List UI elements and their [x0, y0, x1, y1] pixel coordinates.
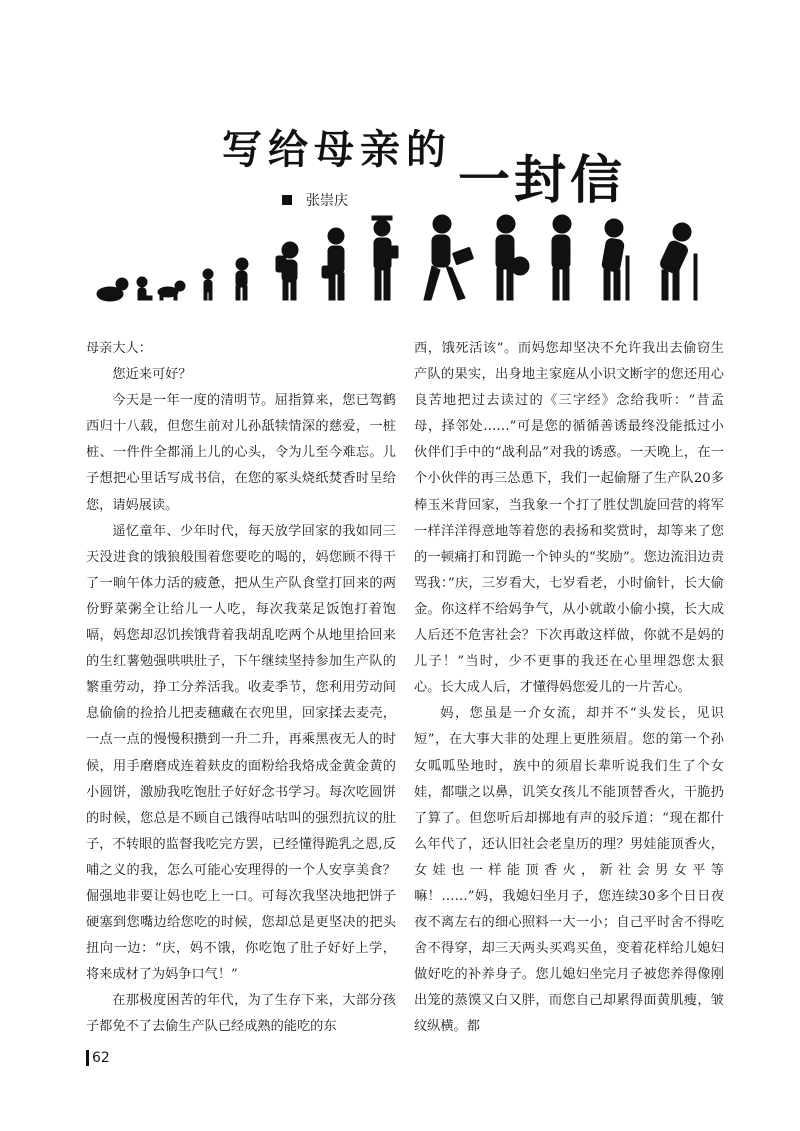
middle-aged-figure — [552, 215, 571, 300]
graduate-figure — [372, 216, 398, 300]
paragraph: 在那极度困苦的年代，为了生存下来，大部分孩子都免不了去偷生产队已经成熟的能吃的东 — [86, 993, 396, 1035]
sitting-baby-figure — [137, 277, 152, 300]
crawling-figure — [158, 281, 185, 300]
elder-cane-figure — [601, 219, 629, 300]
baby-figure — [98, 279, 127, 300]
child-figure — [236, 258, 248, 300]
human-evolution-silhouettes-icon — [90, 210, 710, 310]
old-man-figure — [659, 223, 697, 300]
author-line — [282, 190, 348, 210]
title-part2: 一封信 — [458, 151, 627, 211]
paragraph: 妈，您虽是一介女流，却并不“头发长，见识短”，在大事大非的处理上更胜须眉。您的第一个孙女呱呱坠地时，族中的须眉长辈听说我们生了个女娃，都嗤之以鼻，讥笑女孩儿不能顶替香火，干脆扔了算了。但您听后却掷地有声的驳斥道：“现在都什么年代了，还认旧社会老皇历的理？男娃能顶香火，女娃也一样能顶香火，新社会男女平等嘛！……”妈，我媳妇坐月子，您连续30多个日日夜夜不离左右的细心照料一大一小；自己平时舍不得吃舍不得穿，却三天两头买鸡买鱼，变着花样给儿媳妇做好吃的补养身子。您儿媳妇坐完月子被您养得像刚出笼的蒸馍又白又胖，而您自己却累得面黄肌瘦，皱纹纵横。都 — [414, 706, 724, 1035]
right-column — [414, 336, 724, 1041]
teen-figure — [322, 228, 344, 300]
paragraph: 西，饿死活该”。而妈您却坚决不允许我出去偷窃生产队的果实，出身地主家庭从小识文断字的您还用心良苦地把过去读过的《三字经》念给我听：“昔孟母，择邻处……”可是您的循循善诱最终没能抵过小伙伴们手中的“战利品”对我的诱惑。一天晚上，在一个小伙伴的再三怂恿下，我们一起偷掰了生产队20多棒玉米背回家，当我象一个打了胜仗凯旋回营的将军一样洋洋得意地等着您的表扬和奖赏时，却等来了您的一顿痛打和罚跪一个钟头的“奖励”。您边流泪边责骂我：”庆，三岁看大，七岁看老，小时偷针，长大偷金。你这样不给妈争气，从小就敢小偷小摸，长大成人后还不危害社会？下次再敢这样做，你就不是妈的儿子！”当时，少不更事的我还在心里埋怨您太狠心。长大成人后，才懂得妈您爱儿的一片苦心。 — [414, 341, 724, 696]
worker-figure — [424, 215, 474, 300]
salutation: 母亲大人： — [86, 341, 152, 356]
toddler-figure — [203, 269, 213, 300]
schoolboy-figure — [276, 242, 298, 300]
paragraph: 您近来可好？ — [112, 367, 192, 383]
paragraph: 今天是一年一度的清明节。屈指算来，您已驾鹤西归十八载，但您生前对儿孙舐犊情深的慈爱，一桩桩、一件件全都涌上儿的心头，令为儿至今难忘。儿子想把心里话写成书信，在您的冢头烧纸焚香时呈给您，请妈展读。 — [86, 393, 396, 513]
title-part1: 写给母亲的 — [222, 127, 452, 173]
paragraph: 遥忆童年、少年时代，每天放学回家的我如同三天没进食的饿狼般围着您要吃的喝的，妈您顾不得干了一晌午体力活的疲惫，把从生产队食堂打回来的两份野菜粥全让给儿一人吃，每次我菜足饭饱打着饱嗝，妈您却忍饥挨饿背着我胡乱吃两个从地里拾回来的生红薯勉强哄哄肚子，下午继续坚持参加生产队的繁重劳动，挣工分养活我。收麦季节，您利用劳动间息偷偷的捡拾儿把麦穗藏在衣兜里，回家揉去麦壳，一点一点的慢慢积攒到一升二升，再乘黑夜无人的时候，用手磨磨成连着麸皮的面粉给我烙成金黄金黄的小圆饼，激励我吃饱肚子好好念书学习。每次吃圆饼的时候，您总是不顾自己饿得咕咕叫的强烈抗议的肚子，不转眼的监督我吃完方罢，已经懂得跪乳之恩,反哺之义的我，怎么可能心安理得的一个人安享美食？倔强地非要让妈也吃上一口。可每次我坚决地把饼子硬塞到您嘴边给您吃的时候，您却总是更坚决的把头扭向一边：“庆，妈不饿，你吃饱了肚子好好上学，将来成材了为妈争口气！” — [86, 523, 396, 983]
author-name: 张崇庆 — [306, 193, 348, 209]
square-bullet-icon — [282, 195, 292, 205]
left-column — [86, 336, 396, 1041]
page-number: 62 — [86, 1050, 110, 1066]
money-bag-figure — [496, 215, 529, 300]
